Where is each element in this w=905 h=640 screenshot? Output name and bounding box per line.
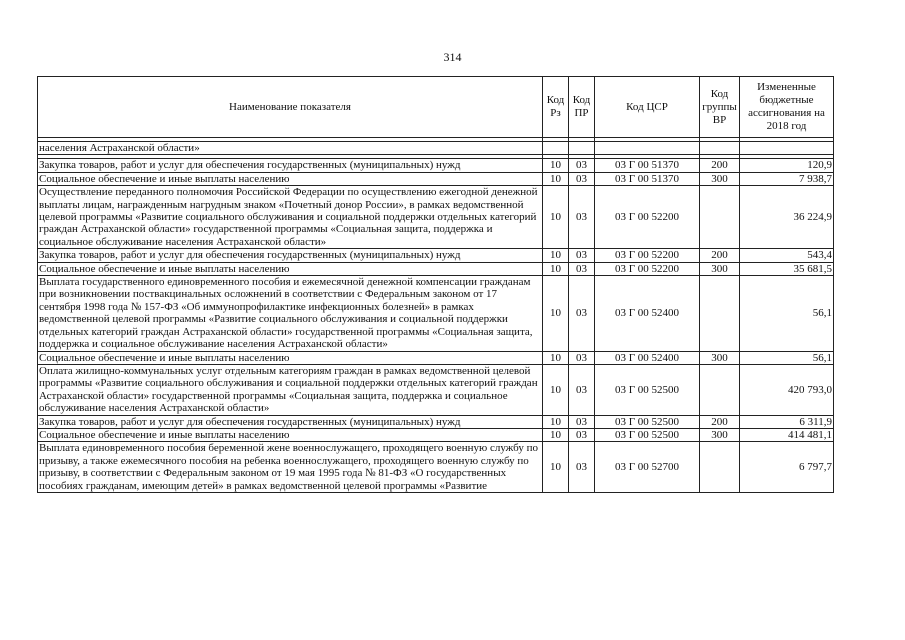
row-csr: 03 Г 00 52500 [595,428,700,441]
row-vr: 300 [700,172,740,185]
row-csr: 03 Г 00 52200 [595,262,700,275]
table-row [38,351,834,364]
row-csr: 03 Г 00 51370 [595,172,700,185]
row-vr [700,442,740,493]
row-csr: 03 Г 00 52400 [595,276,700,351]
row-rz: 10 [543,415,569,428]
row-vr: 300 [700,351,740,364]
row-rz: 10 [543,364,569,415]
row-rz: 10 [543,351,569,364]
row-rz: 10 [543,442,569,493]
table-row [38,276,834,351]
row-rz: 10 [543,262,569,275]
row-vr: 300 [700,262,740,275]
row-pr: 03 [569,428,595,441]
row-rz: 10 [543,186,569,249]
table-row [38,142,834,155]
table-row [38,442,834,493]
row-amount: 6 797,7 [740,442,834,493]
row-amount: 56,1 [740,351,834,364]
row-rz: 10 [543,159,569,172]
header-pr: Код ПР [569,77,595,138]
table-header-row [38,77,834,138]
table-row [38,415,834,428]
row-name: населения Астраханской области» [38,142,543,155]
row-vr: 200 [700,159,740,172]
header-rz: Код Рз [543,77,569,138]
header-amount: Измененные бюджетные ассигнования на 2018 год [740,77,834,138]
table-row [38,159,834,172]
row-amount: 420 793,0 [740,364,834,415]
row-amount: 120,9 [740,159,834,172]
row-name: Выплата единовременного пособия беременной жене военнослужащего, проходящего военную службу по призыву, а также ежемесячного пособия на ребенка военнослужащего, проходящего военную службу по призыву, в соответствии с Федеральным законом от 19 мая 1995 года № 81-ФЗ «О государственных пособиях гражданам, имеющим детей» в рамках ведомственной целевой программы «Развитие [38,442,543,493]
row-vr [700,276,740,351]
row-pr: 03 [569,249,595,262]
table-row [38,172,834,185]
row-csr: 03 Г 00 52400 [595,351,700,364]
row-csr: 03 Г 00 52500 [595,415,700,428]
row-pr: 03 [569,364,595,415]
row-csr: 03 Г 00 52200 [595,249,700,262]
row-pr [569,142,595,155]
row-pr: 03 [569,351,595,364]
row-vr: 200 [700,415,740,428]
row-vr [700,364,740,415]
row-rz: 10 [543,276,569,351]
row-pr: 03 [569,442,595,493]
row-pr: 03 [569,159,595,172]
header-name: Наименование показателя [38,77,543,138]
row-vr [700,186,740,249]
table-row [38,428,834,441]
row-rz: 10 [543,428,569,441]
table-row [38,364,834,415]
row-amount: 414 481,1 [740,428,834,441]
row-csr: 03 Г 00 52200 [595,186,700,249]
row-rz: 10 [543,172,569,185]
page-number: 314 [443,50,462,64]
row-vr [700,142,740,155]
row-name: Оплата жилищно-коммунальных услуг отдельным категориям граждан в рамках ведомственной целевой программы «Развитие социального обслуживания и социальной поддержки отдельных категорий граждан Астраханской области» государственной программы «Социальная защита, поддержка и социальное обслуживание населения Астраханской области» [38,364,543,415]
row-name: Закупка товаров, работ и услуг для обеспечения государственных (муниципальных) нужд [38,415,543,428]
row-amount: 56,1 [740,276,834,351]
row-amount: 543,4 [740,249,834,262]
row-rz: 10 [543,249,569,262]
row-pr: 03 [569,262,595,275]
row-name: Социальное обеспечение и иные выплаты населению [38,262,543,275]
row-name: Закупка товаров, работ и услуг для обеспечения государственных (муниципальных) нужд [38,249,543,262]
row-name: Выплата государственного единовременного пособия и ежемесячной денежной компенсации гражданам при возникновении поствакцинальных осложнений в соответствии с Федеральным законом от 17 сентября 1998 года № 157-ФЗ «Об иммунопрофилактике инфекционных болезней» в рамках ведомственной целевой программы «Развитие социального обслуживания и социальной поддержки отдельных категорий граждан Астраханской области» государственной программы «Социальная защита, поддержка и социальное обслуживание населения Астраханской области» [38,276,543,351]
budget-table [37,76,834,493]
row-vr: 300 [700,428,740,441]
table-row [38,186,834,249]
row-name: Социальное обеспечение и иные выплаты населению [38,172,543,185]
row-pr: 03 [569,186,595,249]
row-pr: 03 [569,415,595,428]
row-pr: 03 [569,276,595,351]
table-row [38,249,834,262]
header-csr: Код ЦСР [595,77,700,138]
row-name: Социальное обеспечение и иные выплаты населению [38,428,543,441]
row-name: Социальное обеспечение и иные выплаты населению [38,351,543,364]
header-vr: Код группы ВР [700,77,740,138]
row-name: Закупка товаров, работ и услуг для обеспечения государственных (муниципальных) нужд [38,159,543,172]
row-csr [595,142,700,155]
row-csr: 03 Г 00 52500 [595,364,700,415]
row-csr: 03 Г 00 51370 [595,159,700,172]
row-rz [543,142,569,155]
row-amount [740,142,834,155]
row-vr: 200 [700,249,740,262]
row-name: Осуществление переданного полномочия Российской Федерации по осуществлению ежегодной денежной выплаты лицам, награжденным нагрудным знаком «Почетный донор России», в рамках ведомственной целевой программы «Развитие социального обслуживания и социальной поддержки отдельных категорий граждан Астраханской области» государственной программы «Социальная защита, поддержка и социальное обслуживание населения Астраханской области» [38,186,543,249]
row-amount: 35 681,5 [740,262,834,275]
row-csr: 03 Г 00 52700 [595,442,700,493]
row-amount: 6 311,9 [740,415,834,428]
row-pr: 03 [569,172,595,185]
row-amount: 7 938,7 [740,172,834,185]
table-row [38,262,834,275]
row-amount: 36 224,9 [740,186,834,249]
